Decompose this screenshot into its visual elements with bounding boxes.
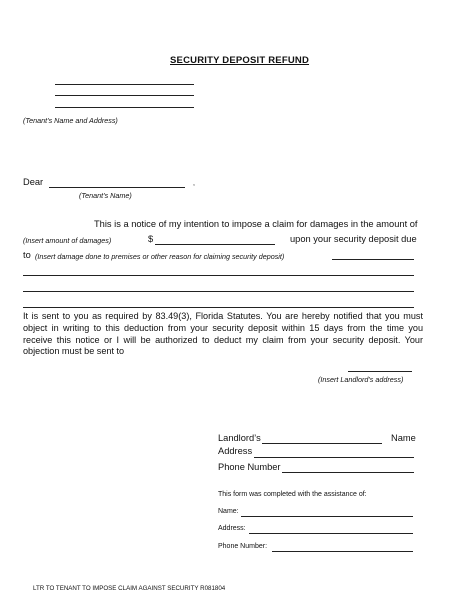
- landlord-address-line[interactable]: [348, 371, 412, 372]
- reason-line-0[interactable]: [332, 259, 414, 260]
- reason-line-3[interactable]: [23, 307, 414, 308]
- assist-name-line[interactable]: [241, 516, 413, 517]
- landlord-phone-field[interactable]: [282, 472, 414, 473]
- reason-label: (Insert damage done to premises or other reason for claiming security deposit): [35, 252, 285, 261]
- greeting-comma: ,: [193, 180, 195, 187]
- amount-line[interactable]: [155, 244, 275, 245]
- greeting-dear: Dear: [23, 177, 44, 187]
- landlords-label: Landlord’s: [218, 433, 261, 443]
- footer-code: LTR TO TENANT TO IMPOSE CLAIM AGAINST SECURITY R081804: [33, 585, 226, 592]
- tenant-line-1[interactable]: [55, 84, 194, 85]
- tenant-line-2[interactable]: [55, 95, 194, 96]
- assist-address-line[interactable]: [249, 533, 413, 534]
- tenant-label: (Tenant’s Name and Address): [23, 116, 118, 125]
- to-word: to: [23, 250, 31, 260]
- phone-label: Phone Number: [218, 462, 281, 472]
- notice-intro: This is a notice of my intention to impose a claim for damages in the amount of: [94, 219, 418, 229]
- amount-label: (Insert amount of damages): [23, 236, 112, 245]
- name-label: Name: [391, 433, 416, 443]
- reason-line-2[interactable]: [23, 291, 414, 292]
- landlord-address-field[interactable]: [254, 457, 414, 458]
- page-title: SECURITY DEPOSIT REFUND: [170, 55, 310, 66]
- assist-address-label: Address:: [218, 525, 246, 532]
- address-label: Address: [218, 446, 253, 456]
- tenant-name-line[interactable]: [49, 187, 185, 188]
- reason-line-1[interactable]: [23, 275, 414, 276]
- tenant-name-label: (Tenant’s Name): [79, 191, 132, 200]
- landlord-name-line[interactable]: [262, 443, 382, 444]
- dollar-sign: $: [148, 234, 154, 244]
- assistance-heading: This form was completed with the assistance of:: [218, 491, 367, 498]
- assist-phone-line[interactable]: [272, 551, 413, 552]
- assist-name-label: Name:: [218, 508, 239, 515]
- landlord-address-label: (Insert Landlord’s address): [318, 375, 404, 384]
- assist-phone-label: Phone Number:: [218, 543, 268, 550]
- due-text: upon your security deposit due: [290, 234, 417, 244]
- statute-paragraph: It is sent to you as required by 83.49(3), Florida Statutes. You are hereby notified that you must object in writing to this deduction from your security deposit within 15 days from the time you receive this notice or I will be authorized to deduct my claim from your security deposit. Your objection must be sent to: [23, 311, 423, 357]
- tenant-line-3[interactable]: [55, 107, 194, 108]
